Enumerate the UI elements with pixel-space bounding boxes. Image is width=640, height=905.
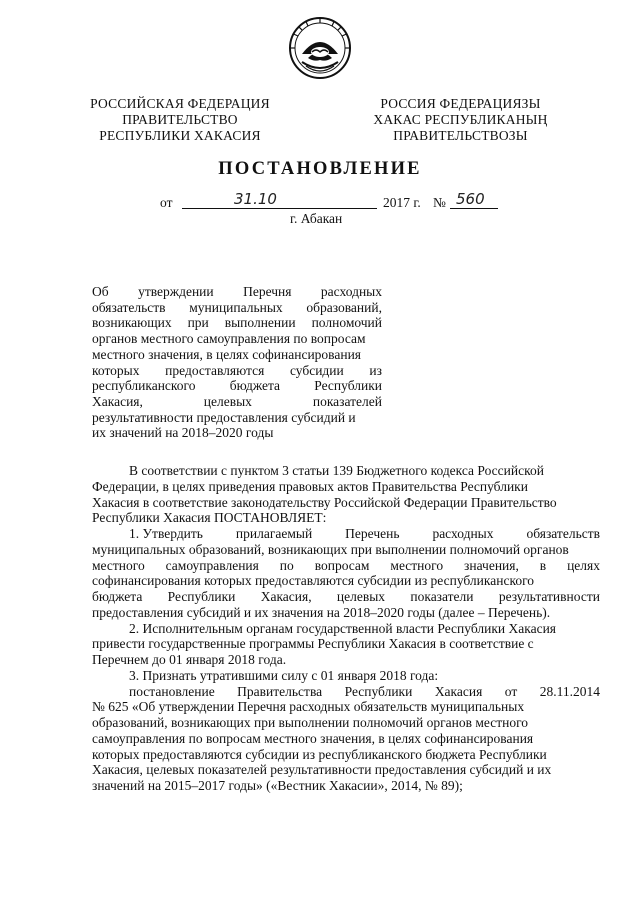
date-number-line [160, 192, 500, 212]
coat-of-arms-emblem [288, 16, 352, 80]
date-handwritten: 31.10 [234, 190, 277, 208]
body-text: предоставления субсидий и их значения на 2018–2020 годы (далее – Перечень). [92, 604, 551, 620]
subject-word: возникающих [92, 315, 172, 331]
subject-line [92, 363, 382, 379]
subject-word: образований, [306, 299, 382, 315]
subject-line [92, 425, 382, 441]
body-line [92, 479, 600, 495]
header-right-line: РОССИЯ ФЕДЕРАЦИЯЗЫ [380, 96, 541, 111]
body-line [92, 605, 600, 621]
body-line [92, 731, 600, 747]
number-label: № [433, 195, 446, 210]
city-label: г. Абакан [290, 211, 343, 226]
body-line [92, 652, 600, 668]
body-text: Правительства [237, 683, 323, 699]
subject-line [92, 394, 382, 410]
document-body [92, 463, 600, 794]
subject-word: результативности предоставления субсидий и [92, 409, 356, 425]
body-text: Республики [344, 683, 413, 699]
subject-word: которых [92, 362, 140, 378]
body-text: по [279, 557, 294, 573]
subject-word: расходных [320, 284, 382, 299]
body-line [92, 747, 600, 763]
subject-line [92, 315, 382, 331]
header-right-line: ПРАВИТЕЛЬСТВОЗЫ [393, 128, 528, 143]
body-text: целевых [336, 589, 386, 604]
header-left-line: РОССИЙСКАЯ ФЕДЕРАЦИЯ [90, 96, 270, 111]
body-line [92, 684, 600, 700]
body-text: № 625 «Об утверждении Перечня расходных обязательств муниципальных [92, 699, 525, 715]
body-text: Хакасия в соответствие законодательству Российской Федерации Правительство [92, 494, 557, 510]
subject-word: их значений на 2018–2020 годы [92, 425, 274, 441]
body-line [92, 573, 600, 589]
body-line [92, 621, 600, 637]
subject-word: Перечня [243, 284, 292, 299]
header-right-line: ХАКАС РЕСПУБЛИКАНЫҢ [373, 112, 548, 127]
subject-word: выполнении [224, 315, 296, 331]
body-line [92, 699, 600, 715]
body-text: которых предоставляются субсидии из республиканского бюджета Республики [92, 746, 547, 762]
subject-block [92, 284, 382, 441]
subject-line [92, 378, 382, 394]
subject-line [92, 410, 382, 426]
subject-line [92, 284, 382, 300]
header-left-block [80, 96, 280, 144]
subject-word: бюджета [229, 378, 281, 394]
body-text: вопросам [314, 557, 370, 573]
body-text: бюджета [92, 589, 143, 604]
body-line [92, 542, 600, 558]
subject-line [92, 300, 382, 316]
body-text: 2. Исполнительным органам государственной власти Республики Хакасия [129, 620, 557, 636]
number-handwritten: 560 [456, 190, 485, 208]
body-line [92, 668, 600, 684]
body-line [92, 715, 600, 731]
body-text: Хакасия, целевых показателей результативности предоставления субсидий и их [92, 762, 552, 778]
body-line [92, 510, 600, 526]
subject-word: субсидии [289, 362, 344, 378]
body-text: Перечень [345, 526, 400, 541]
subject-word: муниципальных [189, 299, 283, 315]
body-text: Республики Хакасия ПОСТАНОВЛЯЕТ: [92, 510, 327, 526]
body-text: показатели [410, 589, 474, 604]
body-line [92, 636, 600, 652]
subject-word: при [187, 315, 209, 331]
body-text: от [504, 683, 518, 699]
body-text: 1. Утвердить [129, 526, 203, 541]
document-title: ПОСТАНОВЛЕНИЕ [218, 159, 422, 179]
body-line [92, 762, 600, 778]
body-text: самоуправления [165, 557, 259, 573]
header-right-block [348, 96, 573, 144]
subject-word: полномочий [311, 315, 382, 331]
body-line [92, 778, 600, 794]
body-text: целях [567, 557, 600, 573]
body-text: Федерации, в целях приведения правовых актов Правительства Республики [92, 478, 528, 494]
subject-word: Республики [314, 378, 382, 394]
subject-word: целевых [203, 393, 252, 409]
body-line [92, 589, 600, 605]
body-text: привести государственные программы Республики Хакасия в соответствие с [92, 636, 534, 652]
subject-word: республиканского [92, 378, 196, 394]
body-text: самоуправления по вопросам местного значения, в целях софинансирования [92, 730, 534, 746]
body-text: прилагаемый [235, 526, 313, 541]
subject-word: Об [92, 284, 109, 299]
subject-word: показателей [312, 393, 382, 409]
body-line [92, 463, 600, 479]
body-text: местного [390, 557, 444, 573]
header-left-line: РЕСПУБЛИКИ ХАКАСИЯ [99, 128, 261, 143]
body-text: местного [92, 557, 145, 573]
body-text: софинансирования которых предоставляются субсидии из республиканского [92, 573, 535, 589]
body-text: Перечнем до 01 января 2018 года. [92, 652, 287, 667]
subject-line [92, 331, 382, 347]
subject-line [92, 347, 382, 363]
body-line [92, 558, 600, 574]
date-underline [182, 208, 377, 209]
number-underline [450, 208, 498, 209]
body-text: Хакасия, [260, 589, 312, 604]
body-text: в [539, 557, 547, 573]
from-label: от [160, 195, 173, 210]
subject-word: утверждении [138, 284, 214, 299]
body-text: 3. Признать утратившими силу с 01 января 2018 года: [129, 667, 439, 683]
body-text: значений на 2015–2017 годы» («Вестник Хакасии», 2014, № 89); [92, 778, 463, 793]
body-line [92, 526, 600, 542]
subject-word: обязательств [92, 299, 166, 315]
body-text: постановление [129, 683, 215, 699]
body-text: обязательств [526, 526, 600, 541]
year-text: 2017 г. [383, 195, 421, 210]
body-line [92, 495, 600, 511]
body-text: муниципальных образований, возникающих при выполнении полномочий органов [92, 541, 569, 557]
body-text: результативности [498, 589, 600, 604]
body-text: Республики [167, 589, 236, 604]
body-text: образований, возникающих при выполнении полномочий органов местного [92, 715, 529, 730]
body-text: 28.11.2014 [539, 683, 600, 699]
body-text: расходных [432, 526, 494, 541]
body-text: значения, [464, 557, 519, 573]
header-left-line: ПРАВИТЕЛЬСТВО [122, 112, 238, 127]
subject-word: предоставляются [165, 362, 265, 378]
subject-word: из [369, 362, 382, 378]
body-text: Хакасия [434, 683, 483, 699]
subject-word: Хакасия, [92, 393, 143, 409]
body-text: В соответствии с пунктом 3 статьи 139 Бюджетного кодекса Российской [129, 463, 544, 478]
subject-word: органов местного самоуправления по вопросам [92, 331, 366, 347]
subject-word: местного значения, в целях софинансирования [92, 346, 362, 362]
